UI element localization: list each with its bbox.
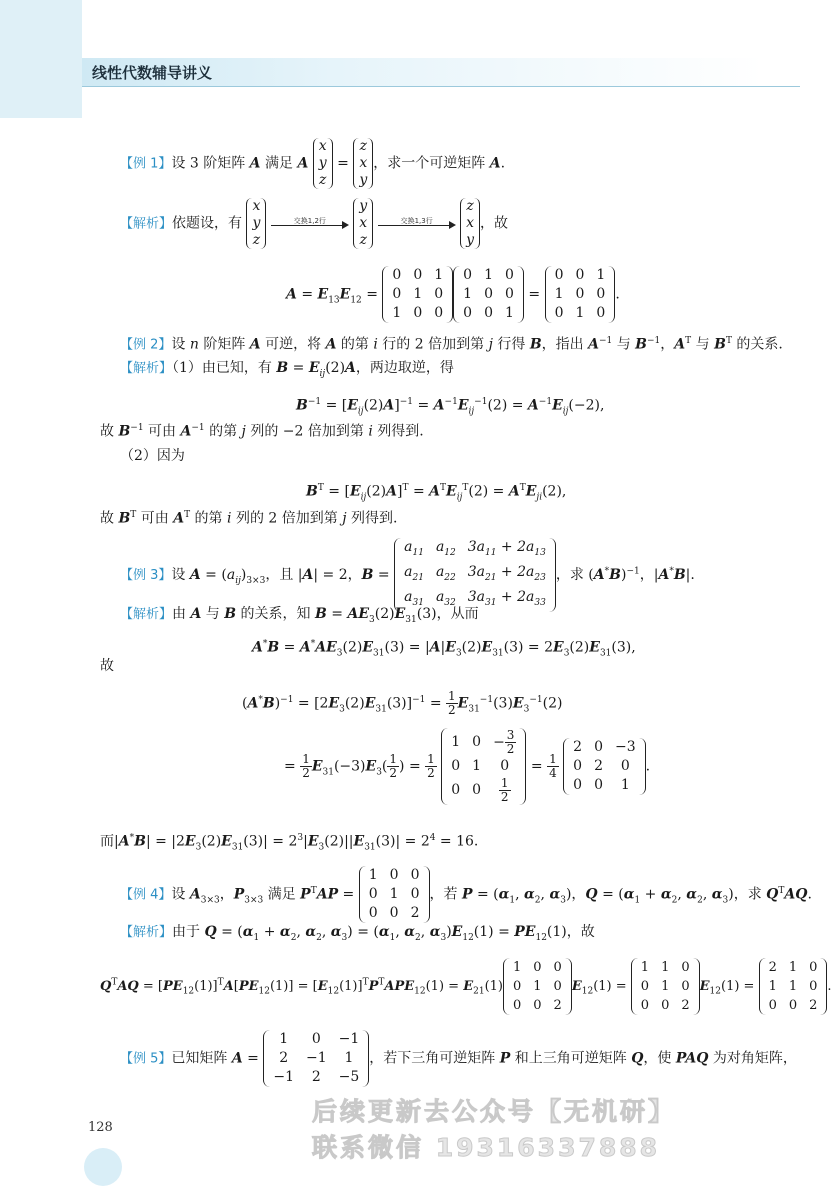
- vector-zxy: z x y: [353, 138, 373, 189]
- solution-4: 【解析】由于 $Q = (\alpha_1 + \alpha_2$, $\alpha_2$, $\alpha_3) = (\alpha_1$, $\alpha_2$, $\alpha_3)E_{12}(1) = PE_{12}(1)$，故: [120, 924, 595, 943]
- example-4: 【例 4】设 $A_{3\times 3}$，$P_{3\times 3}$ 满足 $P^TAP$ = 1 0 0 0 1 0 0 0 2 ，若 $P = (\alpha_1$, $\alpha_2$, $\alpha_3$)，$Q = (\alpha_1 + \alpha_2$, $\alpha_2$, $\alpha_3$)，求 $Q^TAQ$.: [120, 867, 812, 921]
- row-swap-arrow-2: 交换1,3行: [378, 217, 456, 231]
- example-1: 【例 1】设 3 阶矩阵 A 满足 A x y z = z x y，求一个可逆矩阵 A.: [120, 138, 506, 188]
- solution-2-part2: （2）因为: [120, 448, 185, 464]
- equation-A-E13-E12: $A = E_{13}E_{12}$ = 0 0 1 0 1 0 1 0 0 0 1 0 1 0 0 0 0 1 = 0 0 1 1 0 0 0 1 0 .: [286, 267, 620, 321]
- equation-inverse-expansion: $(A^*B)^{-1} = [2E_3(2)E_{31}(3)]^{-1}$ = $\frac{1}{2}$ $E_{31}^{-1}(3)E_3^{-1}(2)$: [242, 689, 563, 718]
- matrix-quarter-result: 2 0 −3 0 2 0 0 0 1: [563, 738, 645, 795]
- matrix-B: $a_{11}$ $a_{12}$ $3a_{11} + 2a_{13}$ $a_{21}$ $a_{22}$ $3a_{21} + 2a_{23}$ $a_{31}$ $a_{32}$ $3a_{31} + 2a_{33}$: [394, 538, 556, 612]
- equation-B-transpose: $B^T = [E_{ij}(2)A]^T = A^TE_{ij}^T(2) = A^TE_{ji}(2)$,: [306, 483, 567, 503]
- conclusion-2-part1: 故 $B^{-1}$ 可由 $A^{-1}$ 的第 j 列的 −2 倍加到第 i 列得到.: [100, 423, 424, 440]
- equation-inverse-result: = $\frac{1}{2}$ $E_{31}(-3)E_3$( $\frac{1}{2}$ ) = $\frac{1}{2}$ 1 0 − $\frac{3}{2}$ 0 1 0 0 0 $\frac{1}{2}$ = $\frac{1}{4}$ 2 0 −3 0 2 0 0 0 1 .: [284, 728, 651, 804]
- example-5: 【例 5】已知矩阵 A = 1 0 −1 2 −1 1 −1 2 −5 ，若下三角可逆矩阵 P 和上三角可逆矩阵 Q，使 PAQ 为对角矩阵，: [120, 1031, 797, 1085]
- matrix-A-ex5: 1 0 −1 2 −1 1 −1 2 −5: [263, 1030, 369, 1087]
- page-header: [0, 0, 800, 118]
- row-swap-arrow-1: 交换1,2行: [271, 217, 349, 231]
- example-3: 【例 3】设 $A = (a_{ij})_{3\times 3}$，且 |A| = 2，B = $a_{11}$ $a_{12}$ $3a_{11} + 2a_{13}$ $a_{21}$ $a_{22}$ $3a_{21} + 2a_{23}$ $a_{31}$ $a_{32}$ $3a_{31} + 2a_{33}$ ，求 $(A^*B)^{-1}$，|A*B|.: [120, 538, 695, 612]
- determinant-result: 而$|A^*B| = |2E_3(2)E_{31}(3)| = 2^3|E_3(2)||E_{31}(3)| = 2^4 = 16$.: [100, 833, 479, 853]
- text-gu: 故: [100, 658, 114, 674]
- matrix-half-result: 1 0 − $\frac{3}{2}$ 0 1 0 0 0 $\frac{1}{2}$: [441, 728, 526, 805]
- header-side-band: [0, 0, 82, 118]
- example-2: 【例 2】设 n 阶矩阵 A 可逆，将 A 的第 i 行的 2 倍加到第 j 行得 B，指出 $A^{-1}$ 与 $B^{-1}$，$A^T$ 与 $B^T$ 的关系.: [120, 336, 783, 353]
- solution-1: 【解析】依题设，有 x y z 交换1,2行 y x z 交换1,3行 z x y，故: [120, 198, 509, 248]
- watermark-line-1: 后续更新去公众号【无机研】: [312, 1097, 677, 1126]
- footer-corner-decoration: [84, 1148, 122, 1186]
- conclusion-2-part2: 故 $B^T$ 可由 $A^T$ 的第 i 列的 2 倍加到第 j 列得到.: [100, 510, 398, 527]
- label-example-1: 【例 1】: [120, 156, 172, 172]
- solution-3: 【解析】由 A 与 B 的关系，知 $B = AE_3(2)E_{31}(3)$，从而: [120, 606, 479, 625]
- equation-QTAQ: $Q^TAQ = [PE_{12}(1)]^TA[PE_{12}(1)] = [E_{12}(1)]^TP^TAPE_{12}(1) = E_{21}(1)$ 1 0 0 0 1 0 0 0 2 $E_{12}(1)$ = 1 1 0 0 1 0 0 0 2 $E_{12}(1)$ = 2 1 0 1 1 0 0 0 2 .: [100, 960, 832, 1013]
- label-solution-1: 【解析】: [120, 216, 173, 232]
- watermark-line-2: 联系微信 19316337888: [312, 1133, 661, 1162]
- vector-xyz: x y z: [313, 138, 333, 189]
- equation-B-inverse: $B^{-1} = [E_{ij}(2)A]^{-1} = A^{-1}E_{ij}^{-1}(2) = A^{-1}E_{ij}(-2)$,: [296, 397, 605, 417]
- page-number: 128: [88, 1120, 113, 1135]
- book-title: 线性代数辅导讲义: [92, 64, 213, 82]
- header-rule: [82, 86, 800, 87]
- equation-AstarB: $A^*B = A^*AE_3(2)E_{31}(3) = |A|E_3(2)E_{31}(3) = 2E_3(2)E_{31}(3)$,: [252, 639, 636, 659]
- solution-2-part1: 【解析】（1）由已知，有 $B = E_{ij}(2)A$，两边取逆，得: [120, 360, 454, 379]
